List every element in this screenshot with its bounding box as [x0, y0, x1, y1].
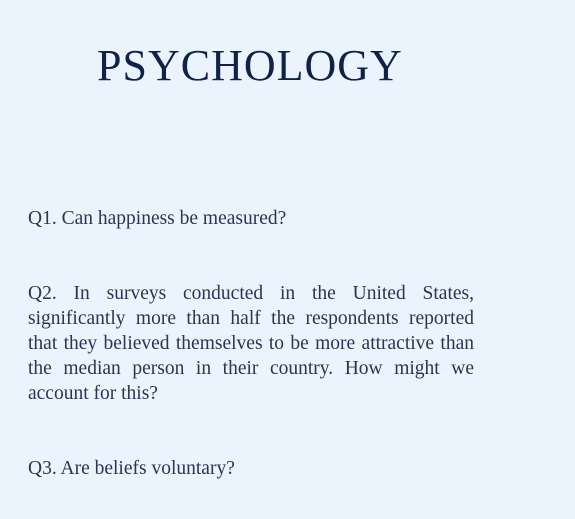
question-1: Q1. Can happiness be measured?	[28, 208, 287, 229]
page-title: PSYCHOLOGY	[97, 41, 403, 90]
question-2: Q2. In surveys conducted in the United States, significantly more than half the respondents reported that they believed themselves to be more attractive than the median person in their country. How might we account for this?	[28, 283, 474, 404]
question-3: Q3. Are beliefs voluntary?	[28, 458, 235, 479]
